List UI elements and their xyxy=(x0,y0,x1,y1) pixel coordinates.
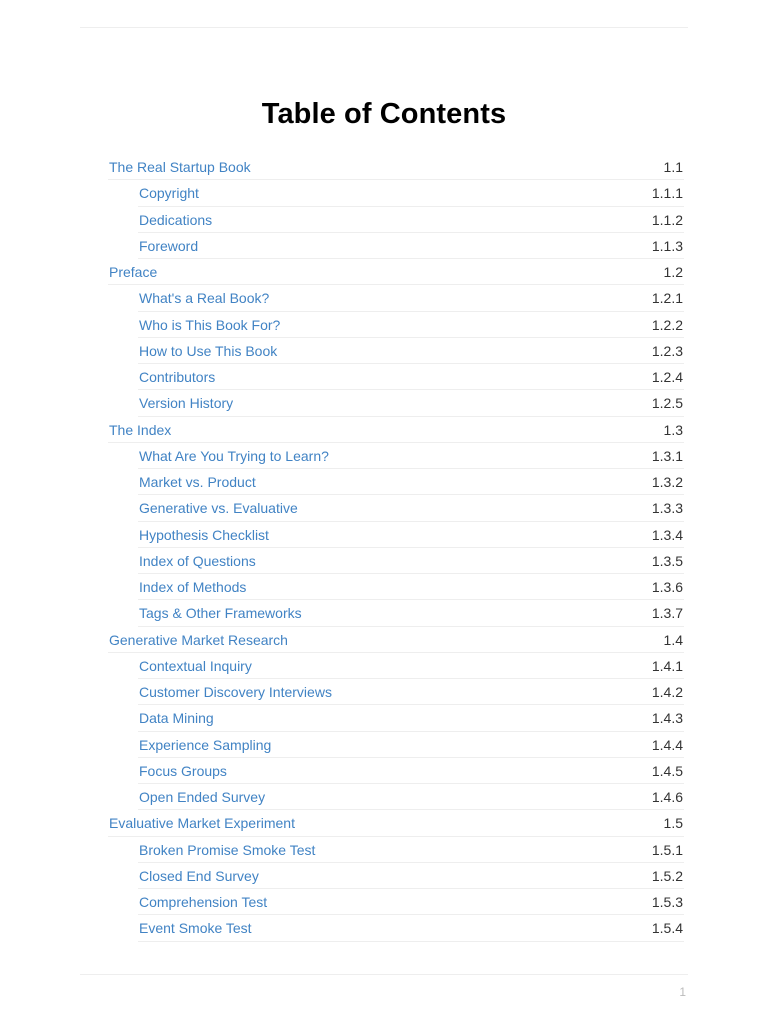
toc-entry-number: 1.3.1 xyxy=(651,447,683,464)
toc-entry-link[interactable]: Index of Methods xyxy=(139,579,247,596)
page-number: 1 xyxy=(679,985,686,999)
toc-entry xyxy=(108,338,684,364)
toc-entry-number: 1.2.4 xyxy=(651,369,683,386)
toc-entry xyxy=(108,233,684,259)
toc-entry-link[interactable]: Copyright xyxy=(139,185,199,202)
toc-entry xyxy=(108,758,684,784)
toc-entry-number: 1.5 xyxy=(663,815,683,832)
toc-entry xyxy=(108,679,684,705)
toc-entry xyxy=(108,522,684,548)
toc-entry-link[interactable]: Experience Sampling xyxy=(139,736,272,753)
toc-entry xyxy=(108,495,684,521)
toc-entry xyxy=(108,417,684,443)
toc-entry-number: 1.1.2 xyxy=(651,211,683,228)
toc-entry xyxy=(108,784,684,810)
toc-entry-link[interactable]: Open Ended Survey xyxy=(139,789,266,806)
toc-entry-number: 1.1.3 xyxy=(651,237,683,254)
toc-entry xyxy=(108,259,684,285)
toc-entry-number: 1.2.1 xyxy=(651,290,683,307)
toc-entry-link[interactable]: Contextual Inquiry xyxy=(139,657,252,674)
toc-entry-link[interactable]: Comprehension Test xyxy=(139,894,268,911)
toc-entry-link[interactable]: Tags & Other Frameworks xyxy=(139,605,302,622)
toc-entry-number: 1.2 xyxy=(663,264,683,281)
toc-entry-number: 1.3.4 xyxy=(651,526,683,543)
toc-entry-number: 1.5.2 xyxy=(651,867,683,884)
toc-entry xyxy=(108,600,684,626)
toc-entry xyxy=(108,889,684,915)
toc-entry xyxy=(108,312,684,338)
toc-entry-link[interactable]: Generative vs. Evaluative xyxy=(139,500,298,517)
toc-entry-link[interactable]: Data Mining xyxy=(139,710,214,727)
toc-entry-link[interactable]: The Index xyxy=(109,421,172,438)
toc-entry xyxy=(108,574,684,600)
toc-entry-number: 1.4.3 xyxy=(651,710,683,727)
toc-entry-number: 1.3.6 xyxy=(651,579,683,596)
toc-entry xyxy=(108,627,684,653)
toc-entry xyxy=(108,390,684,416)
toc-entry-number: 1.4.6 xyxy=(651,789,683,806)
toc-entry xyxy=(108,810,684,836)
toc-entry-link[interactable]: Broken Promise Smoke Test xyxy=(139,841,316,858)
toc-entry xyxy=(108,469,684,495)
toc-entry-link[interactable]: What's a Real Book? xyxy=(139,290,270,307)
toc-entry-link[interactable]: Version History xyxy=(139,395,234,412)
toc-entry-link[interactable]: Foreword xyxy=(139,237,199,254)
toc-entry xyxy=(108,863,684,889)
header-rule xyxy=(80,27,688,28)
toc-entry-number: 1.4 xyxy=(663,631,683,648)
toc-entry xyxy=(108,180,684,206)
toc-entry xyxy=(108,285,684,311)
toc-entry-link[interactable]: Contributors xyxy=(139,369,216,386)
toc-entry-number: 1.3.3 xyxy=(651,500,683,517)
toc-entry-number: 1.4.5 xyxy=(651,762,683,779)
toc-entry-link[interactable]: How to Use This Book xyxy=(139,342,278,359)
toc-entry-number: 1.4.1 xyxy=(651,657,683,674)
toc-entry xyxy=(108,154,684,180)
toc-entry xyxy=(108,364,684,390)
toc-entry-number: 1.2.3 xyxy=(651,342,683,359)
toc-entry xyxy=(108,915,684,941)
toc-entry-link[interactable]: Index of Questions xyxy=(139,552,256,569)
toc-entry-link[interactable]: Focus Groups xyxy=(139,762,227,779)
toc-entry-number: 1.3.2 xyxy=(651,474,683,491)
toc-entry xyxy=(108,837,684,863)
toc-entry xyxy=(108,548,684,574)
toc-entry-number: 1.2.5 xyxy=(651,395,683,412)
toc-entry-number: 1.3.5 xyxy=(651,552,683,569)
toc-entry xyxy=(108,443,684,469)
toc-entry xyxy=(108,207,684,233)
toc-entry-number: 1.4.2 xyxy=(651,684,683,701)
toc-entry xyxy=(108,653,684,679)
toc-entry-link[interactable]: Event Smoke Test xyxy=(139,920,252,937)
toc-entry-link[interactable]: Evaluative Market Experiment xyxy=(109,815,295,832)
toc-entry-link[interactable]: Who is This Book For? xyxy=(139,316,281,333)
toc-entry-link[interactable]: Market vs. Product xyxy=(139,474,256,491)
toc-entry-number: 1.5.1 xyxy=(651,841,683,858)
toc-entry-number: 1.4.4 xyxy=(651,736,683,753)
toc-entry-link[interactable]: Preface xyxy=(109,264,158,281)
toc-entry-link[interactable]: Customer Discovery Interviews xyxy=(139,684,332,701)
toc-entry-number: 1.3.7 xyxy=(651,605,683,622)
toc-entry-link[interactable]: Closed End Survey xyxy=(139,867,259,884)
toc-entry-number: 1.1.1 xyxy=(651,185,683,202)
footer-rule xyxy=(80,974,688,975)
toc-entry-link[interactable]: Generative Market Research xyxy=(109,631,288,648)
toc-entry-link[interactable]: The Real Startup Book xyxy=(109,159,251,176)
toc-entry-link[interactable]: Hypothesis Checklist xyxy=(139,526,269,543)
toc-entry-number: 1.5.4 xyxy=(651,920,683,937)
toc-entry-number: 1.2.2 xyxy=(651,316,683,333)
toc-entry-number: 1.3 xyxy=(663,421,683,438)
toc-entry xyxy=(108,732,684,758)
toc-list xyxy=(108,154,684,942)
toc-entry xyxy=(108,705,684,731)
toc-entry-link[interactable]: What Are You Trying to Learn? xyxy=(139,447,329,464)
page-title: Table of Contents xyxy=(261,98,507,130)
toc-entry-link[interactable]: Dedications xyxy=(139,211,213,228)
toc-entry-number: 1.1 xyxy=(663,159,683,176)
toc-entry-number: 1.5.3 xyxy=(651,894,683,911)
